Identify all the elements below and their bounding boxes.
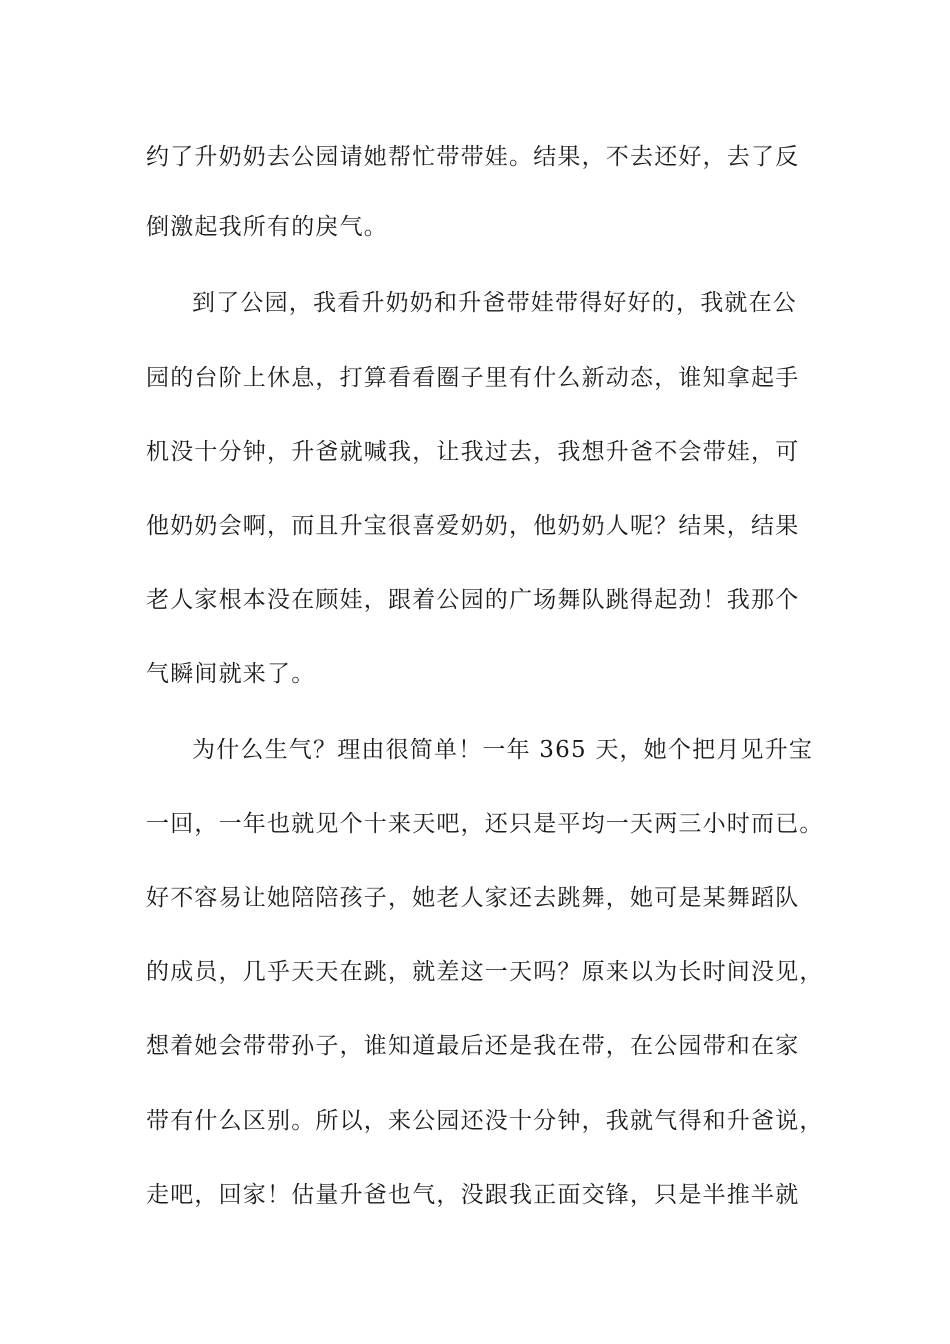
paragraph-3-line-7: 走吧，回家！估量升爸也气，没跟我正面交锋，只是半推半就 — [146, 1182, 800, 1208]
paragraph-3-line-2: 一回，一年也就见个十来天吧，还只是平均一天两三小时而已。 — [146, 811, 824, 837]
paragraph-1-line-1: 约了升奶奶去公园请她帮忙带带娃。结果，不去还好，去了反 — [146, 144, 800, 170]
paragraph-2-line-1: 到了公园，我看升奶奶和升爸带娃带得好好的，我就在公 — [192, 290, 797, 316]
paragraph-2-line-2: 园的台阶上休息，打算看看圈子里有什么新动态，谁知拿起手 — [146, 365, 800, 391]
paragraph-2-line-4: 他奶奶会啊，而且升宝很喜爱奶奶，他奶奶人呢？结果，结果 — [146, 513, 800, 539]
paragraph-2-line-6: 气瞬间就来了。 — [146, 661, 316, 687]
paragraph-3-line-4: 的成员，几乎天天在跳，就差这一天吗？原来以为长时间没见， — [146, 959, 824, 985]
paragraph-3-line-6: 带有什么区别。所以，来公园还没十分钟，我就气得和升爸说， — [146, 1108, 824, 1134]
paragraph-1-line-2: 倒激起我所有的戾气。 — [146, 214, 388, 240]
paragraph-2-line-3: 机没十分钟，升爸就喊我，让我过去，我想升爸不会带娃，可 — [146, 439, 800, 465]
paragraph-2-line-5: 老人家根本没在顾娃，跟着公园的广场舞队跳得起劲！我那个 — [146, 587, 800, 613]
paragraph-3-line-5: 想着她会带带孙子，谁知道最后还是我在带，在公园带和在家 — [146, 1033, 800, 1059]
paragraph-3-line-1: 为什么生气？理由很简单！一年 365 天，她个把月见升宝 — [192, 737, 814, 763]
paragraph-3-line-3: 好不容易让她陪陪孩子，她老人家还去跳舞，她可是某舞蹈队 — [146, 885, 800, 911]
